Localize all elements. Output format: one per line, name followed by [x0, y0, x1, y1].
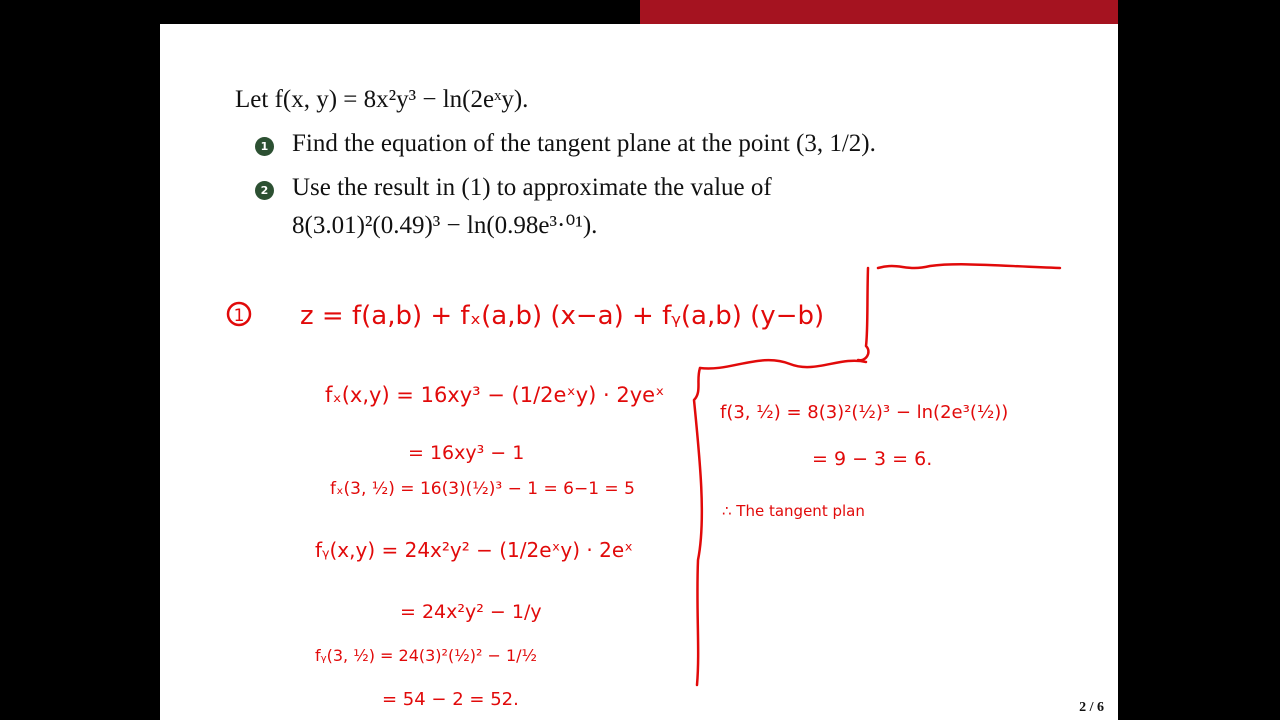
divider-vertical-left: [694, 368, 702, 685]
divider-vertical-top: [858, 268, 868, 360]
fy-result: = 54 − 2 = 52.: [382, 689, 519, 710]
fy-simplified: = 24x²y² − 1/y: [400, 601, 542, 623]
tangent-plane-formula: z = f(a,b) + fₓ(a,b) (x−a) + fᵧ(a,b) (y−b): [300, 301, 825, 331]
item-1-text: Find the equation of the tangent plane at the point (3, 1/2).: [292, 130, 876, 157]
fx-definition: fₓ(x,y) = 16xy³ − (1/2eˣy) · 2yeˣ: [325, 383, 665, 407]
item-1-bullet: 1: [255, 137, 274, 156]
f-at-point: f(3, ½) = 8(3)²(½)³ − ln(2e³(½)): [720, 402, 1009, 423]
divider-wave: [700, 360, 866, 368]
divider-top-line: [878, 264, 1060, 268]
fx-at-point: fₓ(3, ½) = 16(3)(½)³ − 1 = 6−1 = 5: [330, 479, 635, 499]
item-2-line-2: 8(3.01)²(0.49)³ − ln(0.98e³·⁰¹).: [292, 212, 598, 239]
fx-simplified: = 16xy³ − 1: [408, 442, 525, 464]
f-value: = 9 − 3 = 6.: [812, 448, 933, 470]
page-number: 2 / 6: [1079, 700, 1104, 715]
step-marker: 1: [233, 306, 245, 326]
item-2-bullet: 2: [255, 181, 274, 200]
fy-at-point: fᵧ(3, ½) = 24(3)²(½)² − 1/½: [315, 646, 538, 665]
item-2-line-1: Use the result in (1) to approximate the value of: [292, 174, 772, 201]
problem-statement: Let f(x, y) = 8x²y³ − ln(2eˣy).: [235, 86, 529, 113]
fy-definition: fᵧ(x,y) = 24x²y² − (1/2eˣy) · 2eˣ: [315, 538, 634, 562]
tangent-plane-conclusion: ∴ The tangent plan: [722, 502, 865, 520]
